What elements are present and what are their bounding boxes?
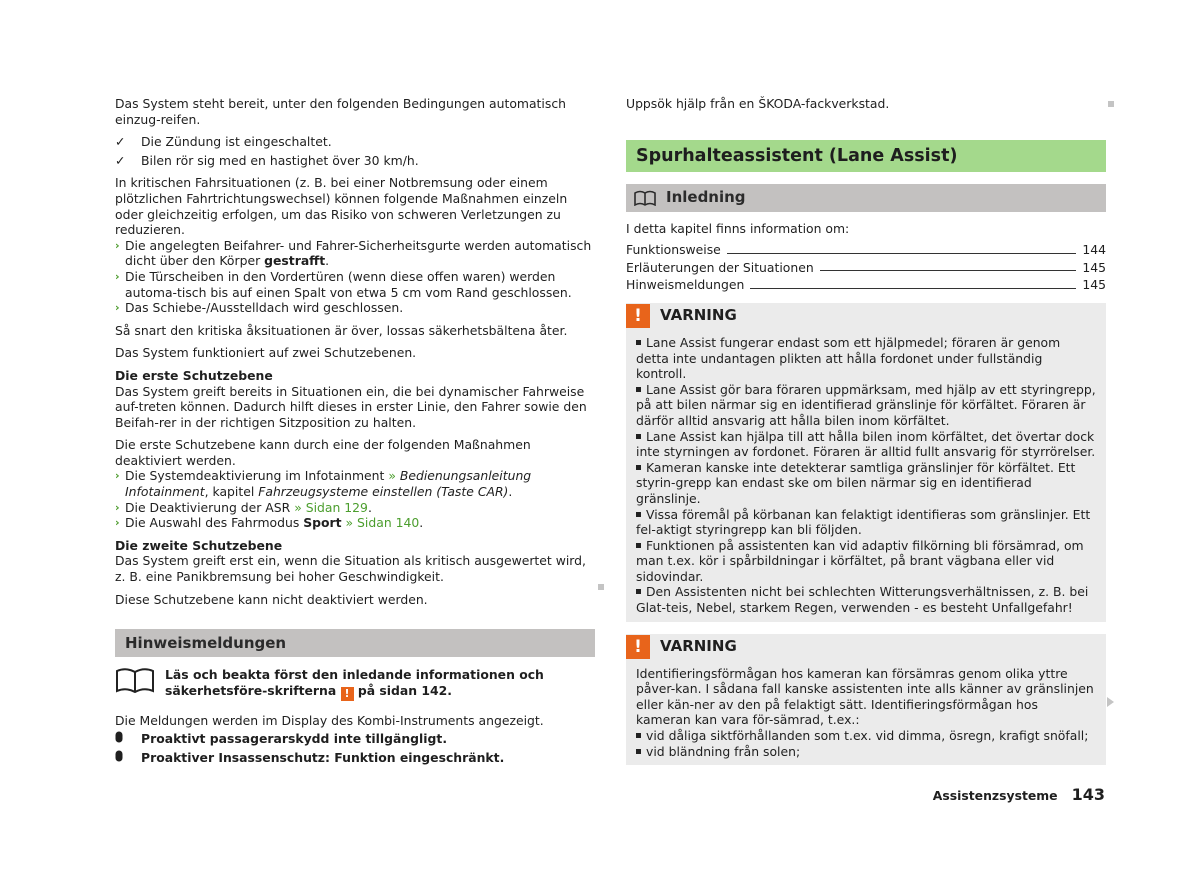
bullet-icon	[636, 733, 641, 738]
warning-item: Kameran kanske inte detekterar samtliga gränslinjer för körfältet. Ett styrin-grepp kan endast ske om bilen närmar sig en identifierad gränslinje.	[636, 459, 1076, 506]
warning-item: Lane Assist gör bara föraren uppmärksam, med hjälp av ett styringrepp, på att bilen närmar sig en identifierad gränslinje för körfältet. Föraren är därför alltid ansvarig att hålla bilen inom körfältet.	[636, 381, 1096, 428]
book-icon	[634, 190, 656, 206]
deactivation-list	[115, 468, 595, 530]
bullet-icon	[636, 387, 641, 392]
conditions-list	[115, 134, 595, 168]
warning-item: Lane Assist fungerar endast som ett hjälpmedel; föraren är genom detta inte undantagen plikten att hålla fordonet under fullständig kontroll.	[636, 334, 1061, 382]
right-column	[626, 96, 1106, 765]
list-item: ✓ Die Zündung ist eingeschaltet.	[115, 134, 332, 150]
reference-link[interactable]: »	[388, 468, 396, 484]
info-pill-icon	[115, 731, 141, 747]
second-deact-text: Diese Schutzebene kann nicht deaktiviert werden.	[115, 591, 428, 607]
warning-item: Lane Assist kan hjälpa till att hålla bilen inom körfältet, det övertar dock inte styrningen av fordonet. Föraren är alltid fullt ansvarig för styrrörelser.	[636, 428, 1096, 460]
section-header: Hinweismeldungen	[115, 629, 595, 657]
intro-header: Inledning	[626, 184, 1106, 212]
first-level-text: Das System greift bereits in Situationen ein, die bei dynamischer Fahrweise auf-treten können. Dadurch hilft dieses in erster Linie, den Fahrer sowie den Beifah-rer in der richtigen Sitzposition zu halten.	[115, 383, 587, 430]
warning-title: VARNING	[660, 636, 737, 655]
arrow-icon: ›	[115, 238, 120, 252]
list-item: › Die Türscheiben in den Vordertüren (wenn diese offen waren) werden automa-tisch bis auf einen Spalt von etwa 5 cm vom Rand geschlossen.	[115, 268, 572, 300]
two-levels-paragraph: Das System funktioniert auf zwei Schutzebenen.	[115, 345, 417, 361]
bullet-icon	[636, 434, 641, 439]
second-level-title: Die zweite Schutzebene	[115, 537, 283, 553]
first-deact-text: Die erste Schutzebene kann durch eine der folgenden Maßnahmen deaktiviert werden.	[115, 437, 531, 468]
left-column	[115, 96, 595, 766]
arrow-icon: ›	[115, 301, 120, 315]
toc	[626, 242, 1106, 293]
list-item: › Die angelegten Beifahrer- und Fahrer-Sicherheitsgurte werden automatisch dicht über den Körper gestrafft.	[115, 237, 592, 269]
display-paragraph: Die Meldungen werden im Display des Kombi-Instruments angezeigt.	[115, 712, 544, 728]
list-item: › Die Systemdeaktivierung im Infotainment » Bedienungsanleitung Infotainment, kapitel Fahrzeugsysteme einstellen (Taste CAR).	[115, 468, 532, 500]
loosen-paragraph: Så snart den kritiska åksituationen är över, lossas säkerhetsbältena åter.	[115, 322, 568, 338]
warning-box	[626, 303, 1106, 622]
warning-text: Identifieringsförmågan hos kameran kan försämras genom olika yttre påver-kan. I sådana fall kanske assistenten inte alls känner av gränslinjen eller kän-ner av den på felaktigt sätt. Identifieringsförmågan hos kameran kan vara för-sämrad, t.ex.:	[636, 665, 1094, 728]
warning-item: Vissa föremål på körbanan kan felaktigt identifieras som gränslinjer. Ett fel-aktigt styringrepp kan bli följden.	[636, 506, 1091, 538]
intro-text: I detta kapitel finns information om:	[626, 220, 850, 236]
warning-title: VARNING	[660, 306, 737, 325]
warning-icon: !	[341, 687, 354, 701]
warning-item: vid dåliga siktförhållanden som t.ex. vid dimma, ösregn, krafigt snöfall;	[636, 728, 1096, 744]
toc-row[interactable]: Erläuterungen der Situationen 145	[626, 259, 1106, 275]
measures-list	[115, 238, 595, 316]
bullet-icon	[636, 543, 641, 548]
intro-paragraph: Das System steht bereit, unter den folgenden Bedingungen automatisch einzug-reifen.	[115, 96, 566, 127]
note-block: Läs och beakta först den inledande informationen och säkerhetsföre-skrifterna ! på sidan 142.	[115, 667, 595, 701]
bullet-icon	[636, 589, 641, 594]
list-item: › Die Deaktivierung der ASR » Sidan 129.	[115, 499, 372, 515]
message-item: Proaktivt passagerarskydd inte tillgängligt.	[115, 731, 595, 747]
list-item: › Das Schiebe-/Ausstelldach wird geschlossen.	[115, 300, 404, 316]
bullet-icon	[636, 465, 641, 470]
bullet-icon	[636, 512, 641, 517]
page-title: Spurhalteassistent (Lane Assist)	[626, 140, 1106, 172]
critical-paragraph: In kritischen Fahrsituationen (z. B. bei einer Notbremsung oder einem plötzlichen Fahrtrichtungswechsel) können folgende Maßnahmen einzeln oder gleichzeitig erfolgen, um das Risiko von schweren Verletzungen zu reduzieren.	[115, 175, 568, 238]
bullet-icon	[636, 340, 641, 345]
arrow-icon: ›	[115, 516, 120, 530]
first-level-title: Die erste Schutzebene	[115, 367, 273, 383]
warning-item: Den Assistenten nicht bei schlechten Witterungsverhältnissen, z. B. bei Glat-teis, Nebel, starkem Regen, verwenden - es besteht Unfallgefahr!	[636, 584, 1089, 616]
warning-icon: !	[626, 304, 650, 328]
page-link[interactable]: » Sidan 129	[294, 499, 368, 515]
list-item: ✓ Bilen rör sig med en hastighet över 30 km/h.	[115, 152, 419, 168]
arrow-icon: ›	[115, 500, 120, 514]
toc-row[interactable]: Hinweismeldungen 145	[626, 277, 1106, 293]
second-level-text: Das System greift erst ein, wenn die Situation als kritisch ausgewertet wird, z. B. eine Panikbremsung bei hoher Geschwindigkeit.	[115, 553, 586, 585]
list-item: › Die Auswahl des Fahrmodus Sport » Sidan 140.	[115, 515, 424, 531]
footer-section: Assistenzsysteme	[932, 788, 1058, 803]
bullet-icon	[636, 749, 641, 754]
checkmark-icon: ✓	[115, 152, 126, 168]
warning-item: vid bländning från solen;	[636, 744, 1096, 760]
page-number: 143	[1071, 785, 1105, 804]
warning-item: Funktionen på assistenten kan vid adaptiv filkörning bli försämrad, om man t.ex. kör i spårbildningar i körfältet, på brant vägbana eller vid sidovindar.	[636, 537, 1084, 584]
warning-box	[626, 634, 1106, 766]
checkmark-icon: ✓	[115, 134, 126, 150]
message-item: Proaktiver Insassenschutz: Funktion eingeschränkt.	[115, 750, 595, 766]
page-link[interactable]: » Sidan 140	[341, 515, 420, 531]
end-marker-icon	[1108, 101, 1114, 107]
warning-icon: !	[626, 635, 650, 659]
end-marker-icon	[598, 584, 604, 590]
book-icon	[115, 667, 165, 697]
continue-arrow-icon	[1107, 697, 1114, 707]
arrow-icon: ›	[115, 469, 120, 483]
workshop-paragraph: Uppsök hjälp från en ŠKODA-fackverkstad.	[626, 96, 890, 111]
info-pill-icon	[115, 750, 141, 766]
page-footer	[933, 787, 1105, 804]
toc-row[interactable]: Funktionsweise 144	[626, 242, 1106, 258]
arrow-icon: ›	[115, 269, 120, 283]
